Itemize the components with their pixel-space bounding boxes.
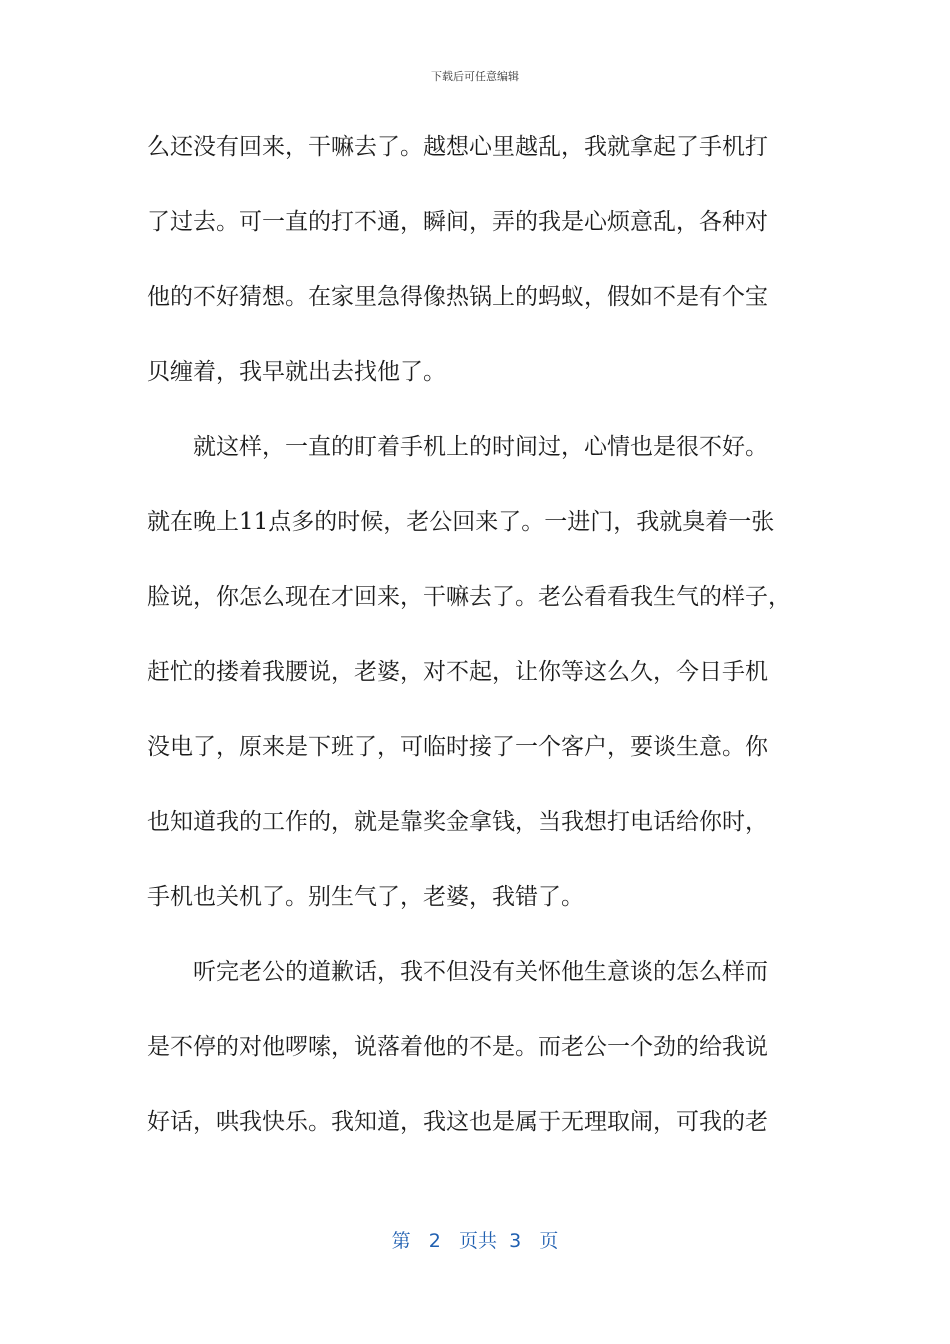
- text-line: 手机也关机了。别生气了，老婆，我错了。: [147, 884, 584, 910]
- total-pages-number: 3: [509, 1230, 522, 1252]
- footer-suffix: 页: [539, 1230, 559, 1252]
- text-line: 好话，哄我快乐。我知道，我这也是属于无理取闹，可我的老: [147, 1109, 768, 1135]
- text-line: 脸说，你怎么现在才回来，干嘛去了。老公看看我生气的样子，: [147, 584, 791, 610]
- text-line: 他的不好猜想。在家里急得像热锅上的蚂蚁，假如不是有个宝: [147, 284, 768, 310]
- paragraph-first-line: 听完老公的道歉话，我不但没有关怀他生意谈的怎么样而: [193, 959, 768, 985]
- paragraph-first-line: 就这样，一直的盯着手机上的时间过，心情也是很不好。: [193, 434, 768, 460]
- footer-middle: 页共: [459, 1230, 498, 1252]
- text-line: 么还没有回来，干嘛去了。越想心里越乱，我就拿起了手机打: [147, 134, 768, 160]
- text-line: 贝缠着，我早就出去找他了。: [147, 359, 446, 385]
- text-line: 了过去。可一直的打不通，瞬间，弄的我是心烦意乱，各种对: [147, 209, 768, 235]
- text-line: 就在晚上11点多的时候，老公回来了。一进门，我就臭着一张: [147, 509, 775, 535]
- text-line: 也知道我的工作的，就是靠奖金拿钱，当我想打电话给你时，: [147, 809, 768, 835]
- footer-prefix: 第: [391, 1230, 411, 1252]
- current-page-number: 2: [428, 1230, 441, 1252]
- text-line: 没电了，原来是下班了，可临时接了一个客户，要谈生意。你: [147, 734, 768, 760]
- text-line: 是不停的对他啰嗦，说落着他的不是。而老公一个劲的给我说: [147, 1034, 768, 1060]
- page-number-footer: [0, 1226, 950, 1253]
- page-header: 下载后可任意编辑: [431, 70, 519, 83]
- text-line: 赶忙的搂着我腰说，老婆，对不起，让你等这么久，今日手机: [147, 659, 768, 685]
